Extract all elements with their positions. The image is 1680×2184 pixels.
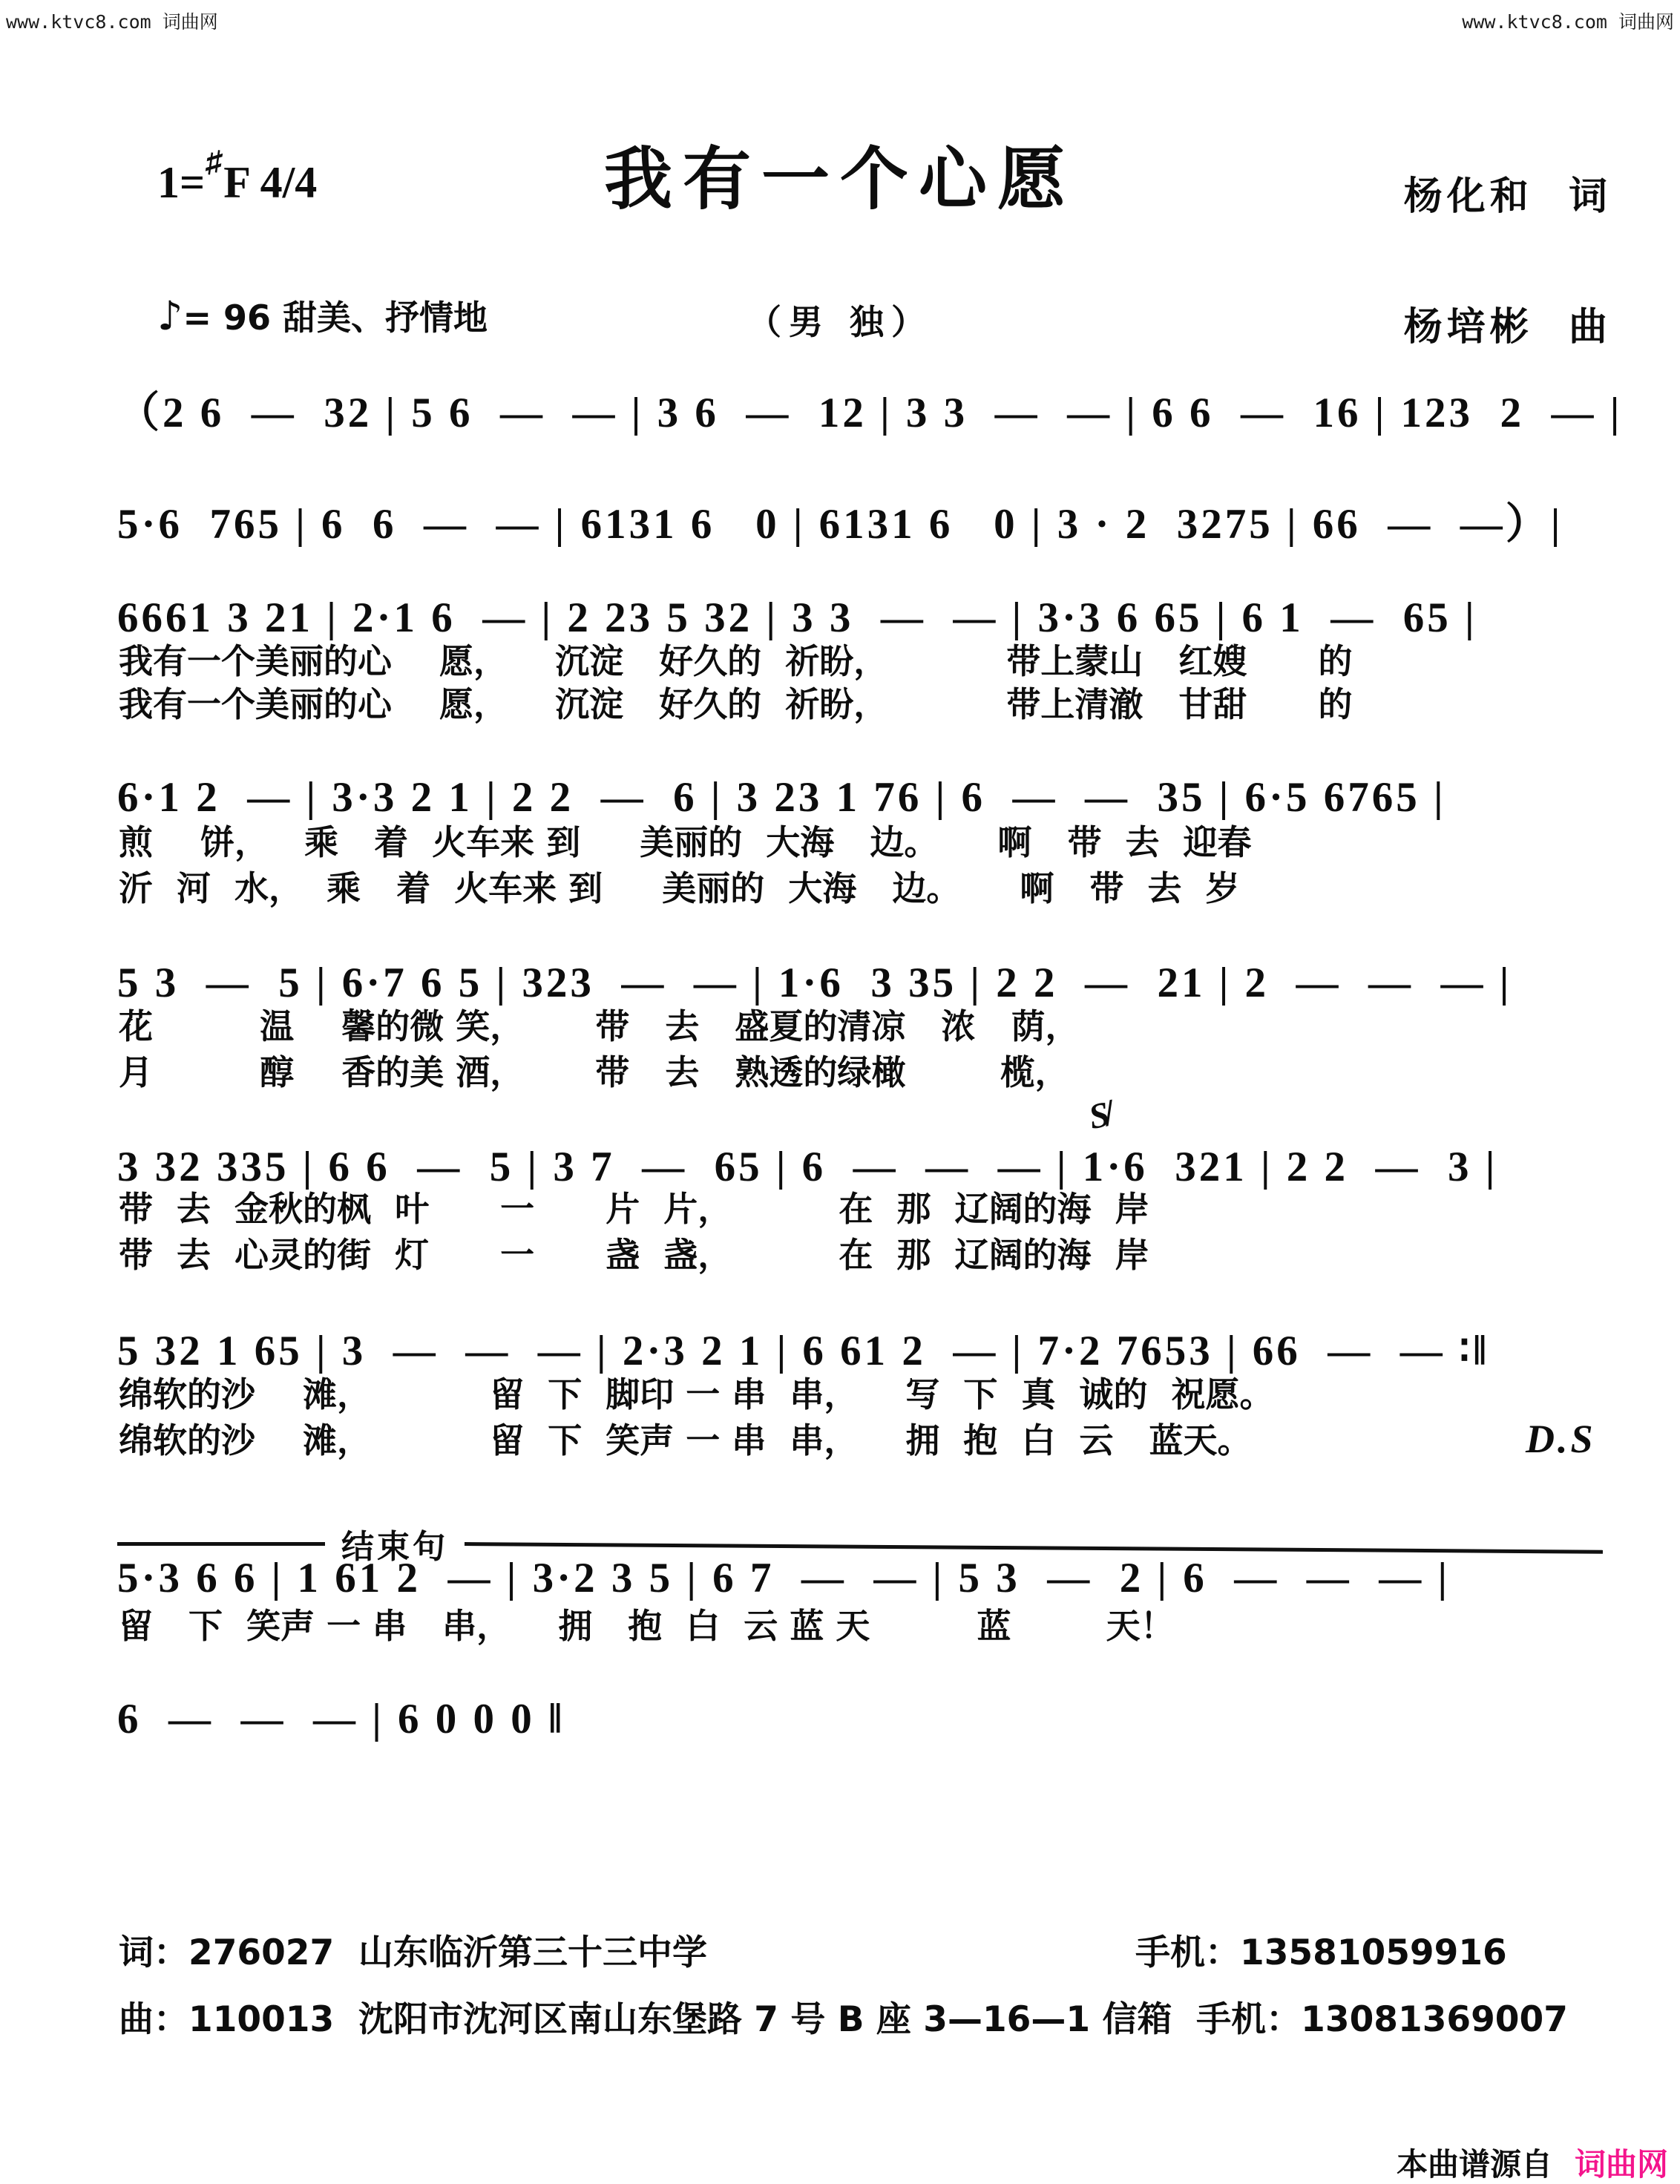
eighth-note-icon: ♪ (157, 292, 183, 339)
lyricist-phone: 手机：13581059916 (1135, 1932, 1507, 1973)
ending-rule-right (465, 1542, 1603, 1554)
segno-icon: S̸ (1085, 1094, 1113, 1138)
lyrics-line-7-verse-1: 绵软的沙 滩， 留 下 脚印 一 串 串， 写 下 真 诚的 祝愿。 (119, 1374, 1274, 1414)
composer-credit: 杨培彬 曲 (1403, 305, 1612, 350)
lyrics-line-5-verse-1: 花 温 馨的微 笑， 带 去 盛夏的清凉 浓 荫， (119, 1006, 1080, 1046)
composer-address: 曲：110013 沈阳市沈河区南山东堡路 7 号 B 座 3—16—1 信箱 手机：13081369007 (119, 1999, 1568, 2040)
watermark-top-left: www.ktvc8.com 词曲网 (6, 11, 218, 33)
source-prefix: 本曲谱源自 (1396, 2146, 1552, 2183)
tempo-value: = 96 (183, 298, 272, 338)
source-site-link[interactable]: 词曲网 (1574, 2146, 1668, 2183)
lyrics-line-8: 留 下 笑声 一 串 串， 拥 抱 白 云 蓝 天 蓝 天！ (119, 1606, 1175, 1646)
lyricist-address: 词：276027 山东临沂第三十三中学 (119, 1932, 707, 1973)
source-attribution (1397, 2140, 1668, 2184)
notation-line-1: （2 6 — 32 | 5 6 — — | 3 6 — 12 | 3 3 — — | 6 6 — 16 | 123 2 — | (117, 390, 1623, 436)
notation-line-3: 6661 3 21 | 2·1 6 — | 2 23 5 32 | 3 3 — — | 3·3 6 65 | 6 1 — 65 | (117, 594, 1477, 641)
notation-line-4: 6·1 2 — | 3·3 2 1 | 2 2 — 6 | 3 23 1 76 | 6 — — 35 | 6·5 6765 | (117, 774, 1446, 821)
key-prefix: 1= (157, 158, 206, 207)
lyricist-credit: 杨化和 词 (1403, 174, 1612, 219)
notation-line-9: 6 — — — | 6 0 0 0 ‖ (117, 1696, 565, 1742)
notation-line-5: 5 3 — 5 | 6·7 6 5 | 323 — — | 1·6 3 35 | 2 2 — 21 | 2 — — — | (117, 960, 1512, 1006)
expression-text: 甜美、抒情地 (271, 298, 488, 338)
lyrics-line-6-verse-2: 带 去 心灵的街 灯 一 盏 盏， 在 那 辽阔的海 岸 (119, 1235, 1149, 1275)
notation-line-8: 5·3 6 6 | 1 61 2 — | 3·2 3 5 | 6 7 — — | 5 3 — 2 | 6 — — — | (117, 1555, 1451, 1601)
notation-line-7: 5 32 1 65 | 3 — — — | 2·3 2 1 | 6 61 2 — | 7·2 7653 | 66 — — ∶‖ (117, 1328, 1490, 1374)
sharp-icon: ♯ (204, 144, 225, 181)
ending-label: 结束句 (341, 1528, 448, 1566)
key-rest: F 4/4 (223, 158, 318, 207)
watermark-top-right: www.ktvc8.com 词曲网 (1462, 11, 1674, 33)
lyrics-line-4-verse-2: 沂 河 水， 乘 着 火车来 到 美丽的 大海 边。 啊 带 去 岁 (119, 868, 1240, 908)
lyrics-line-6-verse-1: 带 去 金秋的枫 叶 一 片 片， 在 那 辽阔的海 岸 (119, 1189, 1149, 1229)
notation-line-6: 3 32 335 | 6 6 — 5 | 3 7 — 65 | 6 — — — | 1·6 321 | 2 2 — 3 | (117, 1144, 1498, 1190)
dal-segno-mark: D.S (1526, 1417, 1596, 1461)
lyrics-line-5-verse-2: 月 醇 香的美 酒， 带 去 熟透的绿橄 榄， (119, 1052, 1069, 1092)
ending-rule-left (117, 1542, 325, 1546)
lyrics-line-7-verse-2: 绵软的沙 滩， 留 下 笑声 一 串 串， 拥 抱 白 云 蓝天。 (119, 1420, 1252, 1460)
notation-line-2: 5·6 765 | 6 6 — — | 6131 6 0 | 6131 6 0 | 3 · 2 3275 | 66 — —）| (117, 501, 1563, 548)
lyrics-line-4-verse-1: 煎 饼， 乘 着 火车来 到 美丽的 大海 边。 啊 带 去 迎春 (119, 822, 1252, 862)
lyrics-line-3-verse-2: 我有一个美丽的心 愿， 沉淀 好久的 祈盼， 带上清澈 甘甜 的 (119, 684, 1353, 724)
page-title: 我有一个心愿 (603, 140, 1076, 219)
lyrics-line-3-verse-1: 我有一个美丽的心 愿， 沉淀 好久的 祈盼， 带上蒙山 红嫂 的 (119, 641, 1353, 681)
voice-label: （男 独） (747, 302, 933, 342)
